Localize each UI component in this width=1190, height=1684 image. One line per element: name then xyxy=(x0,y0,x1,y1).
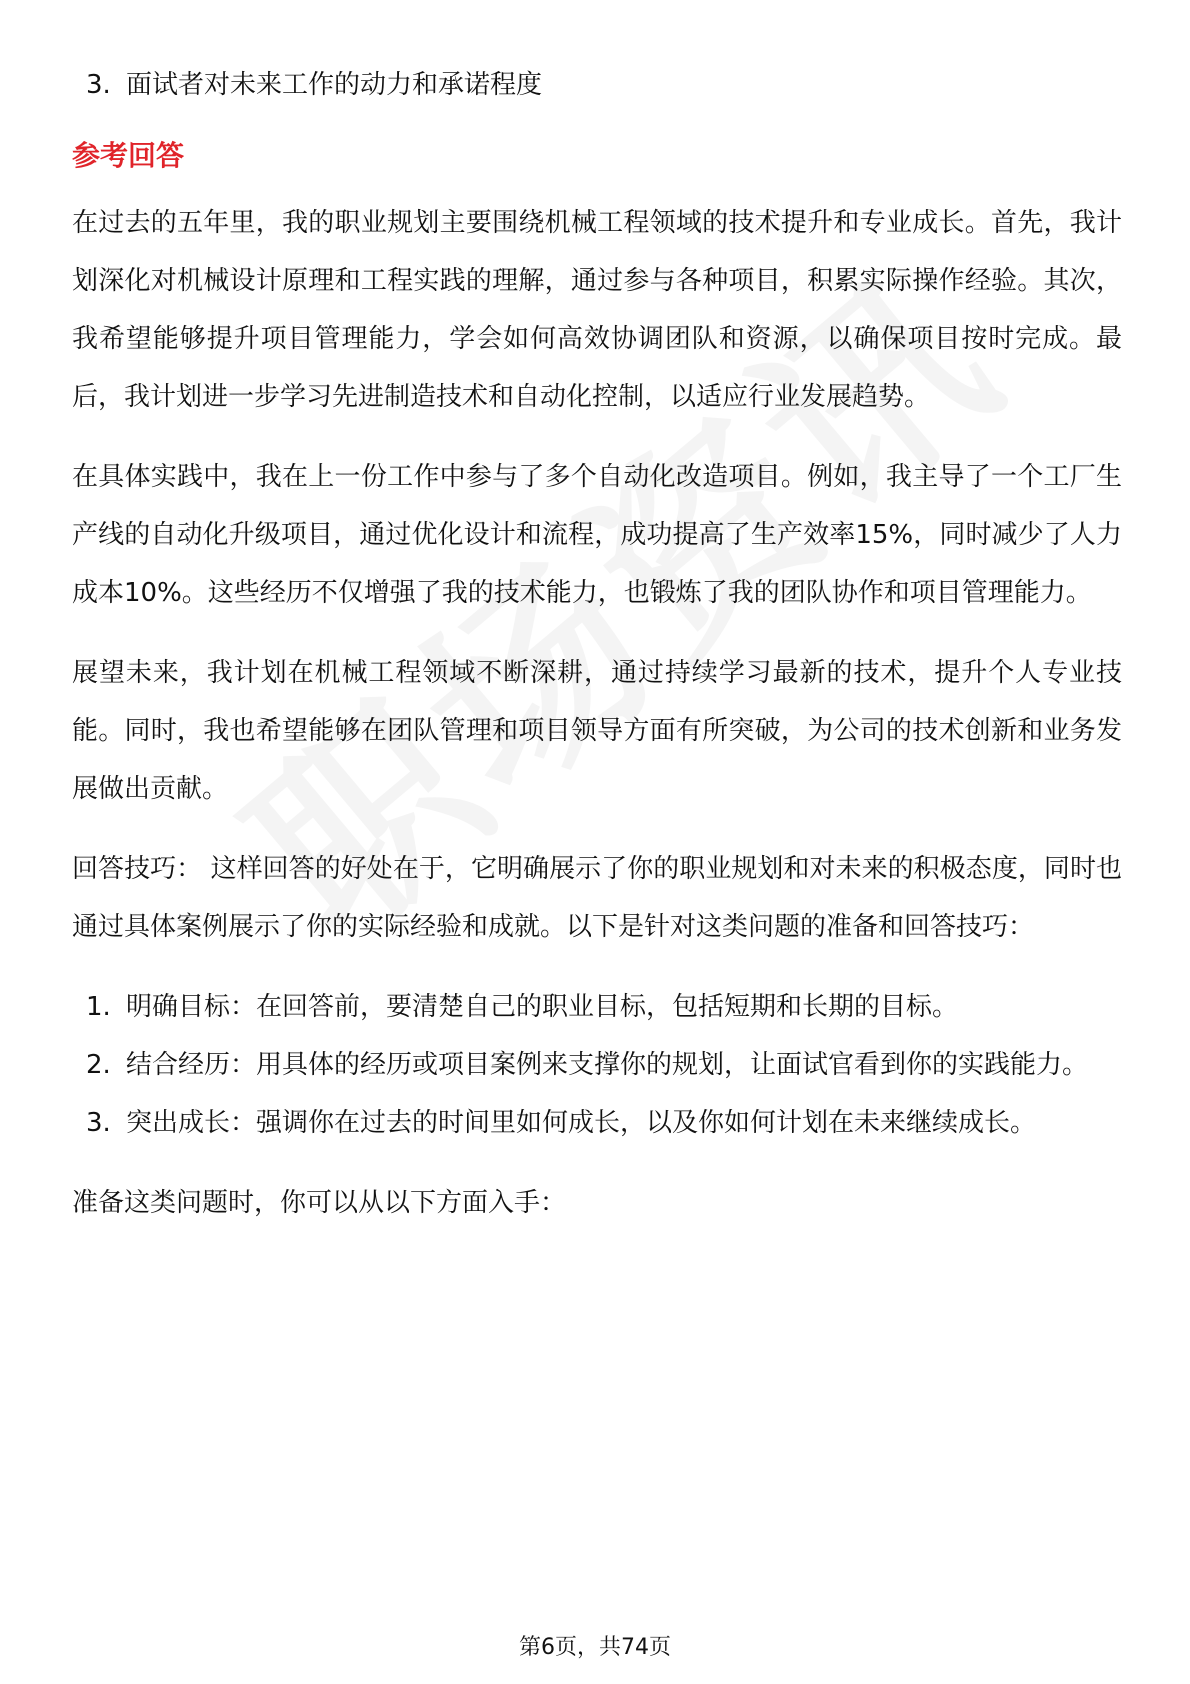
list-item xyxy=(72,1094,1122,1152)
list-item xyxy=(72,978,1122,1036)
paragraph-tips-intro: 回答技巧： 这样回答的好处在于，它明确展示了你的职业规划和对未来的积极态度，同时也通过具体案例展示了你的实际经验和成就。以下是针对这类问题的准备和回答技巧： xyxy=(72,854,1122,942)
list-item xyxy=(72,1036,1122,1094)
paragraph-practice: 在具体实践中，我在上一份工作中参与了多个自动化改造项目。例如，我主导了一个工厂生产线的自动化升级项目，通过优化设计和流程，成功提高了生产效率15%，同时减少了人力成本10%。这些经历不仅增强了我的技术能力，也锻炼了我的团队协作和项目管理能力。 xyxy=(72,462,1122,608)
paragraph-future: 展望未来，我计划在机械工程领域不断深耕，通过持续学习最新的技术，提升个人专业技能。同时，我也希望能够在团队管理和项目领导方面有所突破，为公司的技术创新和业务发展做出贡献。 xyxy=(72,658,1122,804)
list-text: 明确目标：在回答前，要清楚自己的职业目标，包括短期和长期的目标。 xyxy=(126,992,959,1022)
list-item xyxy=(72,56,1122,114)
list-number: 2. xyxy=(86,1050,111,1080)
tips-list xyxy=(72,978,1122,1152)
list-text: 结合经历：用具体的经历或项目案例来支撑你的规划，让面试官看到你的实践能力。 xyxy=(126,1050,1089,1080)
page-content xyxy=(72,56,1122,1254)
top-list xyxy=(72,56,1122,114)
section-heading: 参考回答 xyxy=(72,139,185,172)
list-text: 突出成长：强调你在过去的时间里如何成长，以及你如何计划在未来继续成长。 xyxy=(126,1108,1037,1138)
list-number: 1. xyxy=(86,992,111,1022)
list-text: 面试者对未来工作的动力和承诺程度 xyxy=(126,70,543,100)
list-number: 3. xyxy=(86,1108,111,1138)
page-footer: 第6页，共74页 xyxy=(519,1635,671,1660)
paragraph-career-plan: 在过去的五年里，我的职业规划主要围绕机械工程领域的技术提升和专业成长。首先，我计划深化对机械设计原理和工程实践的理解，通过参与各种项目，积累实际操作经验。其次，我希望能够提升项目管理能力，学会如何高效协调团队和资源，以确保项目按时完成。最后，我计划进一步学习先进制造技术和自动化控制，以适应行业发展趋势。 xyxy=(72,208,1122,412)
paragraph-closing: 准备这类问题时，你可以从以下方面入手： xyxy=(72,1188,567,1218)
list-number: 3. xyxy=(86,70,111,100)
